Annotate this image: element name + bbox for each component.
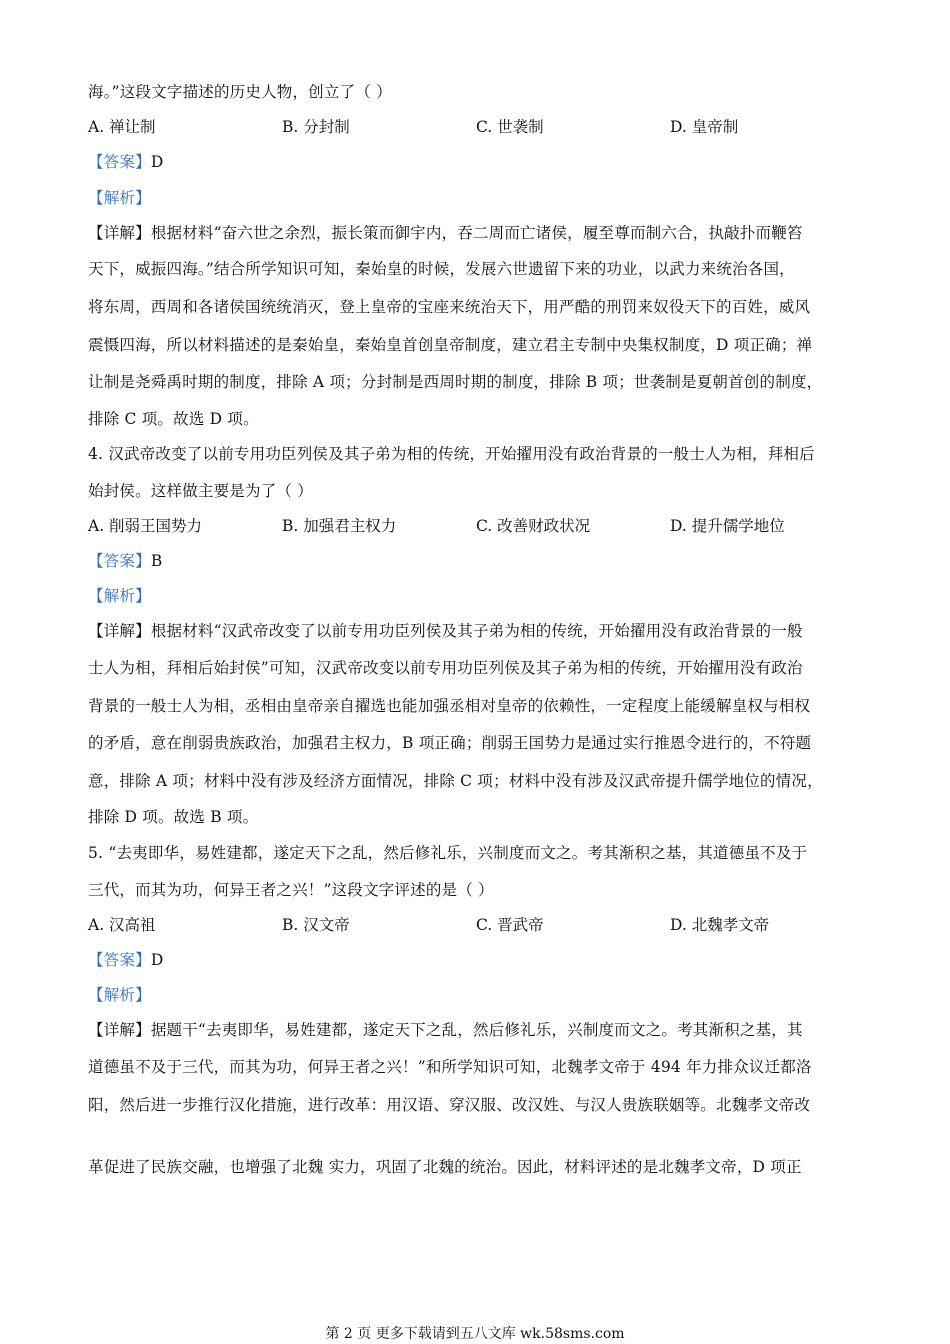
q4-detail-line: 士人为相，拜相后始封侯”可知，汉武帝改变以前专用功臣列侯及其子弟为相的传统，开始擢用没有政治 xyxy=(88,659,803,677)
detail-tag: 【详解】 xyxy=(88,224,151,242)
answer-tag: 【答案】 xyxy=(88,552,151,570)
q5-stem-line: 三代，而其为功，何异王者之兴！”这段文字评述的是（ ） xyxy=(88,881,494,899)
q3-analysis-tag: 【解析】 xyxy=(88,189,151,207)
q5-answer xyxy=(88,950,163,970)
q4-option-b: B. 加强君主权力 xyxy=(282,517,397,535)
q3-detail-line: 排除 C 项。故选 D 项。 xyxy=(88,410,259,428)
q3-detail-line xyxy=(88,223,803,243)
q3-option-a: A. 禅让制 xyxy=(88,118,156,136)
q5-detail-line xyxy=(88,1020,803,1040)
detail-text: 根据材料“汉武帝改变了以前专用功臣列侯及其子弟为相的传统，开始擢用没有政治背景的一般 xyxy=(150,622,803,640)
q4-option-d: D. 提升儒学地位 xyxy=(670,517,785,535)
q5-detail-line: 革促进了民族交融，也增强了北魏 实力，巩固了北魏的统治。因此，材料评述的是北魏孝文帝，D 项正 xyxy=(88,1158,802,1176)
q3-detail-line: 让制是尧舜禹时期的制度，排除 A 项；分封制是西周时期的制度，排除 B 项；世袭制是夏朝首创的制度， xyxy=(88,373,823,391)
q3-detail-line: 天下，威振四海。”结合所学知识可知，秦始皇的时候，发展六世遗留下来的功业，以武力来统治各国， xyxy=(88,260,795,278)
q4-detail-line: 的矛盾，意在削弱贵族政治，加强君主权力，B 项正确；削弱王国势力是通过实行推恩令进行的，不符题 xyxy=(88,734,812,752)
detail-text: 据题干“去夷即华，易姓建都，遂定天下之乱，然后修礼乐，兴制度而文之。考其渐积之基，其 xyxy=(150,1021,803,1039)
q5-option-d: D. 北魏孝文帝 xyxy=(670,916,770,934)
q3-option-b: B. 分封制 xyxy=(282,118,350,136)
q4-option-c: C. 改善财政状况 xyxy=(476,517,591,535)
q3-detail-line: 震慑四海，所以材料描述的是秦始皇，秦始皇首创皇帝制度，建立君主专制中央集权制度，D 项正确；禅 xyxy=(88,336,813,354)
q5-option-a: A. 汉高祖 xyxy=(88,916,156,934)
page-footer: 第 2 页 更多下载请到五八文库 wk.58sms.com xyxy=(325,1326,625,1342)
q4-option-a: A. 削弱王国势力 xyxy=(88,517,203,535)
q3-option-d: D. 皇帝制 xyxy=(670,118,739,136)
q4-detail-line xyxy=(88,621,803,641)
q4-stem-line: 4. 汉武帝改变了以前专用功臣列侯及其子弟为相的传统，开始擢用没有政治背景的一般士人为相，拜相后 xyxy=(88,445,815,463)
q4-answer xyxy=(88,551,162,571)
q3-option-c: C. 世袭制 xyxy=(476,118,544,136)
answer-value: D xyxy=(150,951,164,969)
q5-stem-line: 5. “去夷即华，易姓建都，遂定天下之乱，然后修礼乐，兴制度而文之。考其渐积之基，其道德虽不及于 xyxy=(88,844,808,862)
q5-detail-line: 道德虽不及于三代，而其为功，何异王者之兴！”和所学知识可知，北魏孝文帝于 494 年力排众议迁都洛 xyxy=(88,1058,812,1076)
detail-tag: 【详解】 xyxy=(88,1021,151,1039)
q4-detail-line: 背景的一般士人为相，丞相由皇帝亲自擢选也能加强丞相对皇帝的依赖性，一定程度上能缓解皇权与相权 xyxy=(88,697,811,715)
answer-tag: 【答案】 xyxy=(88,951,151,969)
q5-option-b: B. 汉文帝 xyxy=(282,916,350,934)
q4-detail-line: 排除 D 项。故选 B 项。 xyxy=(88,808,259,826)
detail-text: 根据材料“奋六世之余烈，振长策而御宇内，吞二周而亡诸侯，履至尊而制六合，执敲扑而鞭笞 xyxy=(150,224,803,242)
detail-tag: 【详解】 xyxy=(88,622,151,640)
q4-analysis-tag: 【解析】 xyxy=(88,587,151,605)
q5-option-c: C. 晋武帝 xyxy=(476,916,544,934)
q4-stem-line: 始封侯。这样做主要是为了（ ） xyxy=(88,482,313,500)
answer-value: D xyxy=(150,153,164,171)
q3-answer xyxy=(88,152,163,172)
answer-tag: 【答案】 xyxy=(88,153,151,171)
q3-detail-line: 将东周，西周和各诸侯国统统消灭，登上皇帝的宝座来统治天下，用严酷的刑罚来奴役天下的百姓，威风 xyxy=(88,298,811,316)
q5-detail-line: 阳，然后进一步推行汉化措施，进行改革：用汉语、穿汉服、改汉姓、与汉人贵族联姻等。北魏孝文帝改 xyxy=(88,1096,811,1114)
q3-stem-tail: 海。”这段文字描述的历史人物，创立了（ ） xyxy=(88,83,392,101)
q5-analysis-tag: 【解析】 xyxy=(88,986,151,1004)
q4-detail-line: 意，排除 A 项；材料中没有涉及经济方面情况，排除 C 项；材料中没有涉及汉武帝提升儒学地位的情况， xyxy=(88,772,823,790)
answer-value: B xyxy=(150,552,163,570)
